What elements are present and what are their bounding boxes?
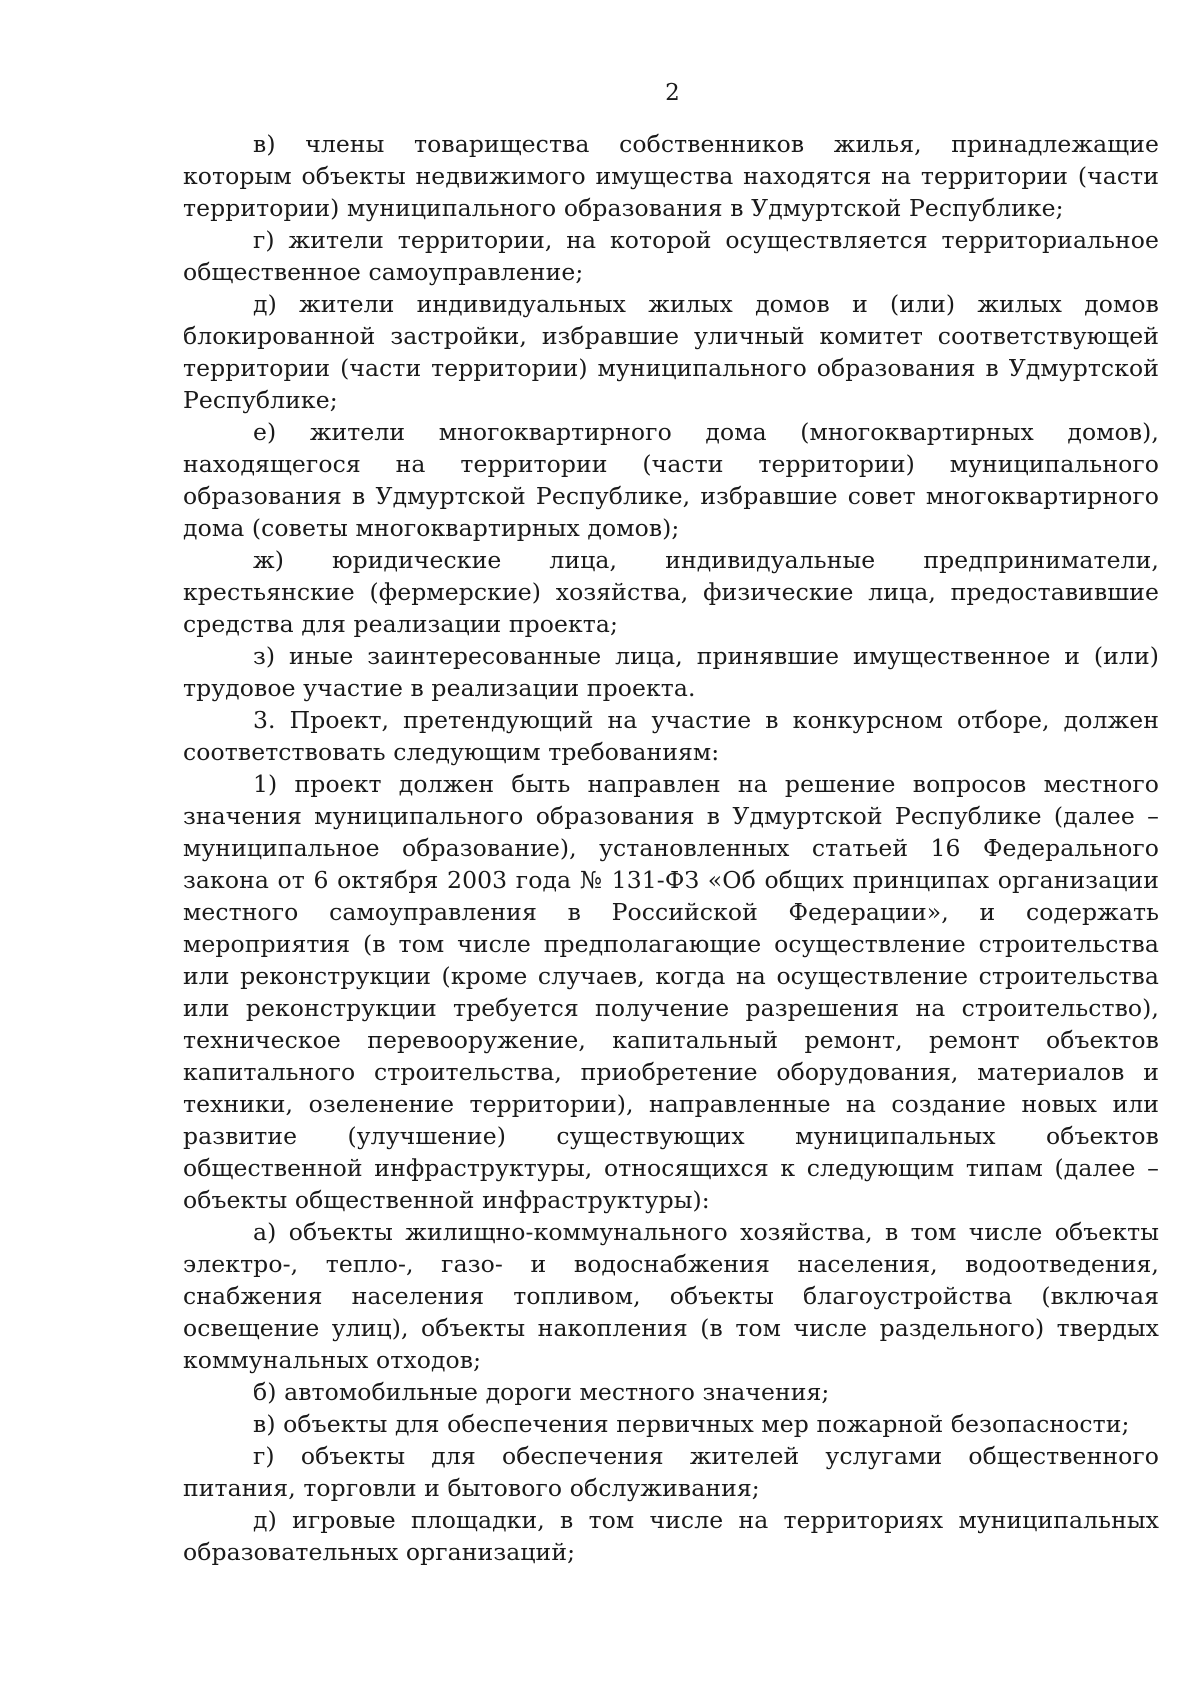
- paragraph-g-tos-residents: г) жители территории, на которой осуществляется территориальное общественное самоуправление;: [183, 226, 1159, 286]
- paragraph-z-other-persons: з) иные заинтересованные лица, принявшие имущественное и (или) трудовое участие в реализации проекта.: [183, 642, 1159, 702]
- paragraph-d-playgrounds: д) игровые площадки, в том числе на территориях муниципальных образовательных организаций;: [183, 1506, 1159, 1566]
- document-body: [183, 128, 1159, 1568]
- paragraph-1-local-issues: 1) проект должен быть направлен на решение вопросов местного значения муниципального образования в Удмуртской Республике (далее – муниципальное образование), установленных статьей 16 Федерального закона от 6 октября 2003 года № 131-ФЗ «Об общих принципах организации местного самоуправления в Российской Федерации», и содержать мероприятия (в том числе предполагающие осуществление строительства или реконструкции (кроме случаев, когда на осуществление строительства или реконструкции требуется получение разрешения на строительство), техническое перевооружение, капитальный ремонт, ремонт объектов капитального строительства, приобретение оборудования, материалов и техники, озеленение территории), направленные на создание новых или развитие (улучшение) существующих муниципальных объектов общественной инфраструктуры, относящихся к следующим типам (далее – объекты общественной инфраструктуры):: [183, 770, 1159, 1214]
- paragraph-g-services: г) объекты для обеспечения жителей услугами общественного питания, торговли и бытового обслуживания;: [183, 1442, 1159, 1502]
- paragraph-e-apartment-residents: е) жители многоквартирного дома (многоквартирных домов), находящегося на территории (части территории) муниципального образования в Удмуртской Республике, избравшие совет многоквартирного дома (советы многоквартирных домов);: [183, 418, 1159, 542]
- page-number: 2: [665, 80, 680, 106]
- paragraph-zh-legal-entities: ж) юридические лица, индивидуальные предприниматели, крестьянские (фермерские) хозяйства, физические лица, предоставившие средства для реализации проекта;: [183, 546, 1159, 638]
- paragraph-a-housing-utilities: а) объекты жилищно-коммунального хозяйства, в том числе объекты электро-, тепло-, газо- и водоснабжения населения, водоотведения, снабжения населения топливом, объекты благоустройства (включая освещение улиц), объекты накопления (в том числе раздельного) твердых коммунальных отходов;: [183, 1218, 1159, 1374]
- paragraph-b-roads: б) автомобильные дороги местного значения;: [253, 1378, 830, 1406]
- paragraph-d-private-house-residents: д) жители индивидуальных жилых домов и (или) жилых домов блокированной застройки, избравшие уличный комитет соответствующей территории (части территории) муниципального образования в Удмуртской Республике;: [183, 290, 1159, 414]
- paragraph-v-fire-safety: в) объекты для обеспечения первичных мер пожарной безопасности;: [253, 1410, 1130, 1438]
- paragraph-v-tsn-members: в) члены товарищества собственников жилья, принадлежащие которым объекты недвижимого имущества находятся на территории (части территории) муниципального образования в Удмуртской Республике;: [183, 130, 1159, 222]
- paragraph-3-project-requirements: 3. Проект, претендующий на участие в конкурсном отборе, должен соответствовать следующим требованиям:: [183, 706, 1159, 766]
